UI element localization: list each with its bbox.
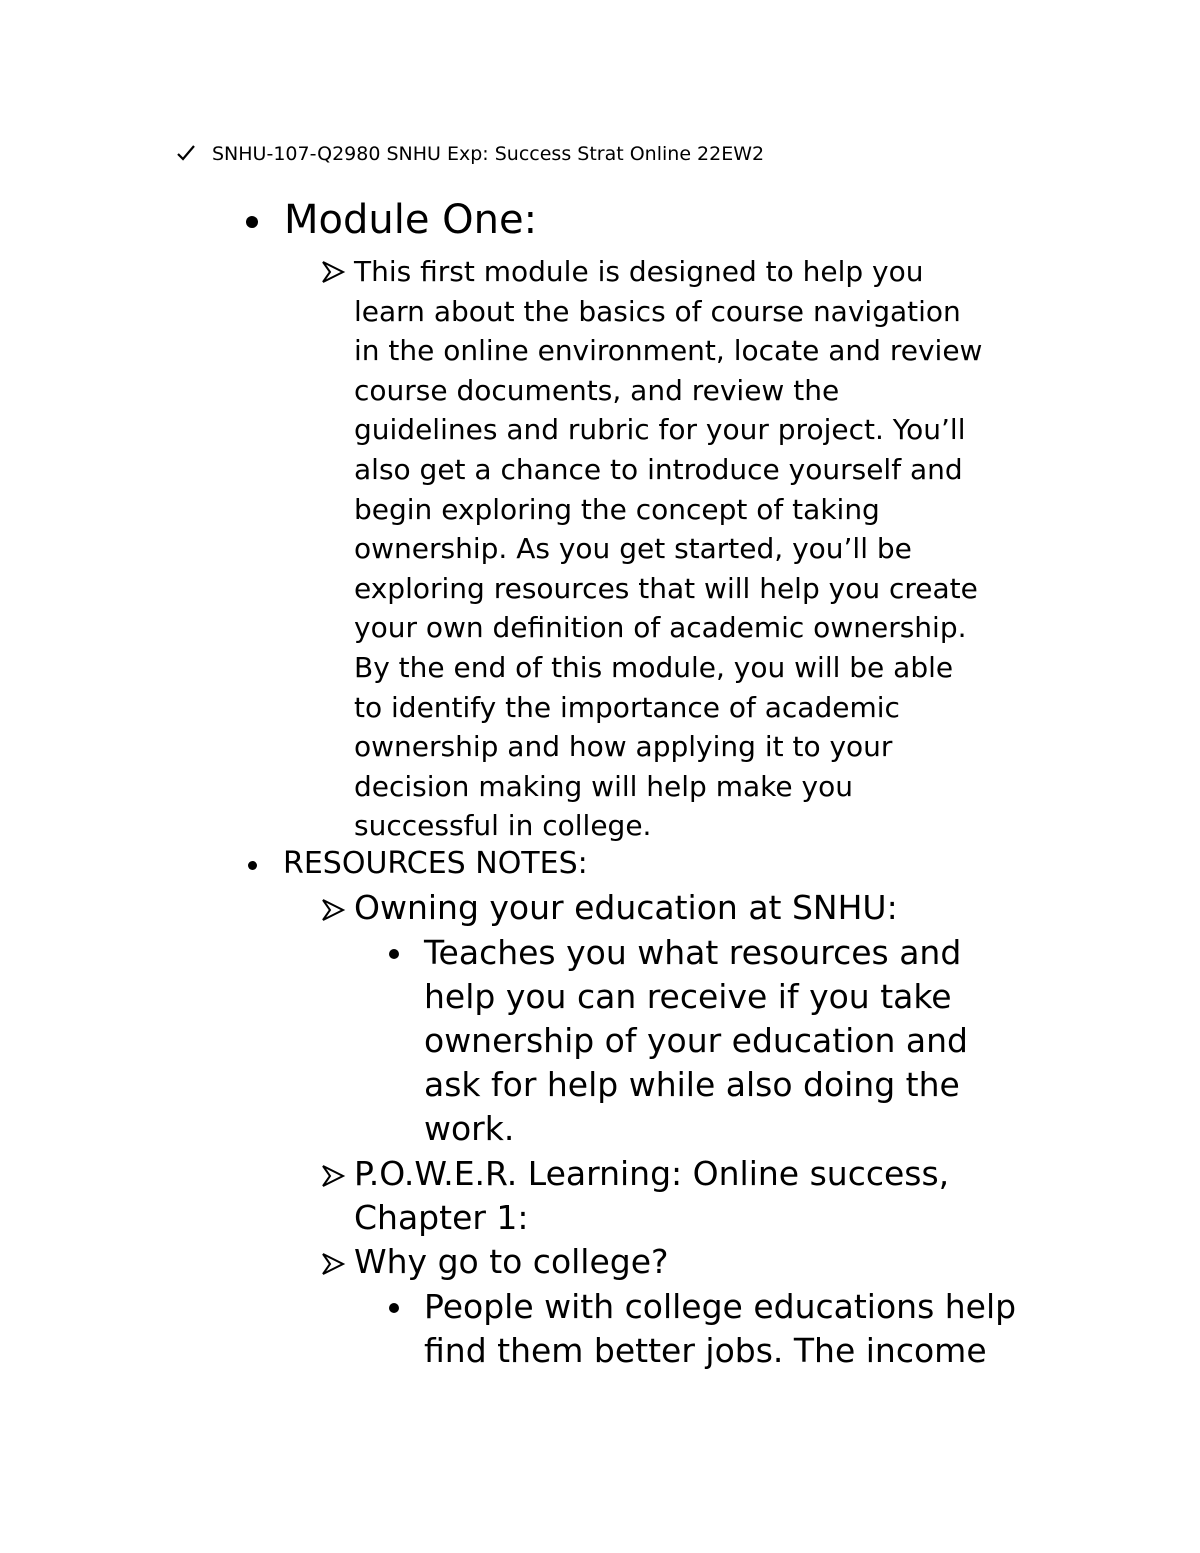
resource-title: Owning your education at SNHU: bbox=[354, 888, 898, 927]
resource-title: Chapter 1: bbox=[354, 1198, 529, 1237]
resource-note-line: ownership of your education and bbox=[424, 1021, 968, 1060]
module-description-line: guidelines and rubric for your project. You’ll bbox=[354, 413, 966, 447]
module-description-line: ownership. As you get started, you’ll be bbox=[354, 532, 912, 566]
check-mark-icon bbox=[176, 143, 196, 163]
arrow-bullet-icon bbox=[320, 259, 346, 285]
bullet-icon bbox=[389, 1303, 399, 1313]
bullet-icon bbox=[389, 949, 399, 959]
module-description-line: your own definition of academic ownership. bbox=[354, 611, 967, 645]
resource-note-line: Teaches you what resources and bbox=[424, 933, 962, 972]
resource-note-line: find them better jobs. The income bbox=[424, 1331, 987, 1370]
module-description-line: learn about the basics of course navigation bbox=[354, 294, 961, 328]
course-title: SNHU-107-Q2980 SNHU Exp: Success Strat Online 22EW2 bbox=[212, 143, 765, 165]
resource-note-line: work. bbox=[424, 1109, 515, 1148]
bullet-icon bbox=[246, 216, 258, 228]
module-description-line: By the end of this module, you will be able bbox=[354, 651, 954, 684]
resource-note-line: ask for help while also doing the bbox=[424, 1065, 960, 1104]
module-description-line: to identify the importance of academic bbox=[354, 690, 900, 724]
resources-heading: RESOURCES NOTES: bbox=[283, 846, 588, 881]
arrow-bullet-icon bbox=[320, 1251, 346, 1277]
module-description-line: in the online environment, locate and review bbox=[354, 334, 983, 368]
module-description-line: ownership and how applying it to your bbox=[354, 730, 893, 764]
module-description-line: also get a chance to introduce yourself and bbox=[354, 453, 963, 486]
resource-title: P.O.W.E.R. Learning: Online success, bbox=[354, 1154, 950, 1193]
module-heading: Module One: bbox=[284, 197, 538, 243]
module-description-line: exploring resources that will help you create bbox=[354, 571, 978, 605]
arrow-bullet-icon bbox=[320, 897, 346, 923]
module-description-line: decision making will help make you bbox=[354, 769, 853, 803]
module-description-line: begin exploring the concept of taking bbox=[354, 492, 880, 526]
resource-note-line: help you can receive if you take bbox=[424, 977, 952, 1016]
bullet-icon bbox=[248, 861, 257, 870]
resource-note-line: People with college educations help bbox=[424, 1287, 1017, 1326]
module-description-line: This first module is designed to help you bbox=[354, 255, 924, 288]
resource-title: Why go to college? bbox=[354, 1242, 669, 1281]
module-description-line: course documents, and review the bbox=[354, 373, 840, 407]
arrow-bullet-icon bbox=[320, 1163, 346, 1189]
module-description-line: successful in college. bbox=[354, 809, 652, 843]
